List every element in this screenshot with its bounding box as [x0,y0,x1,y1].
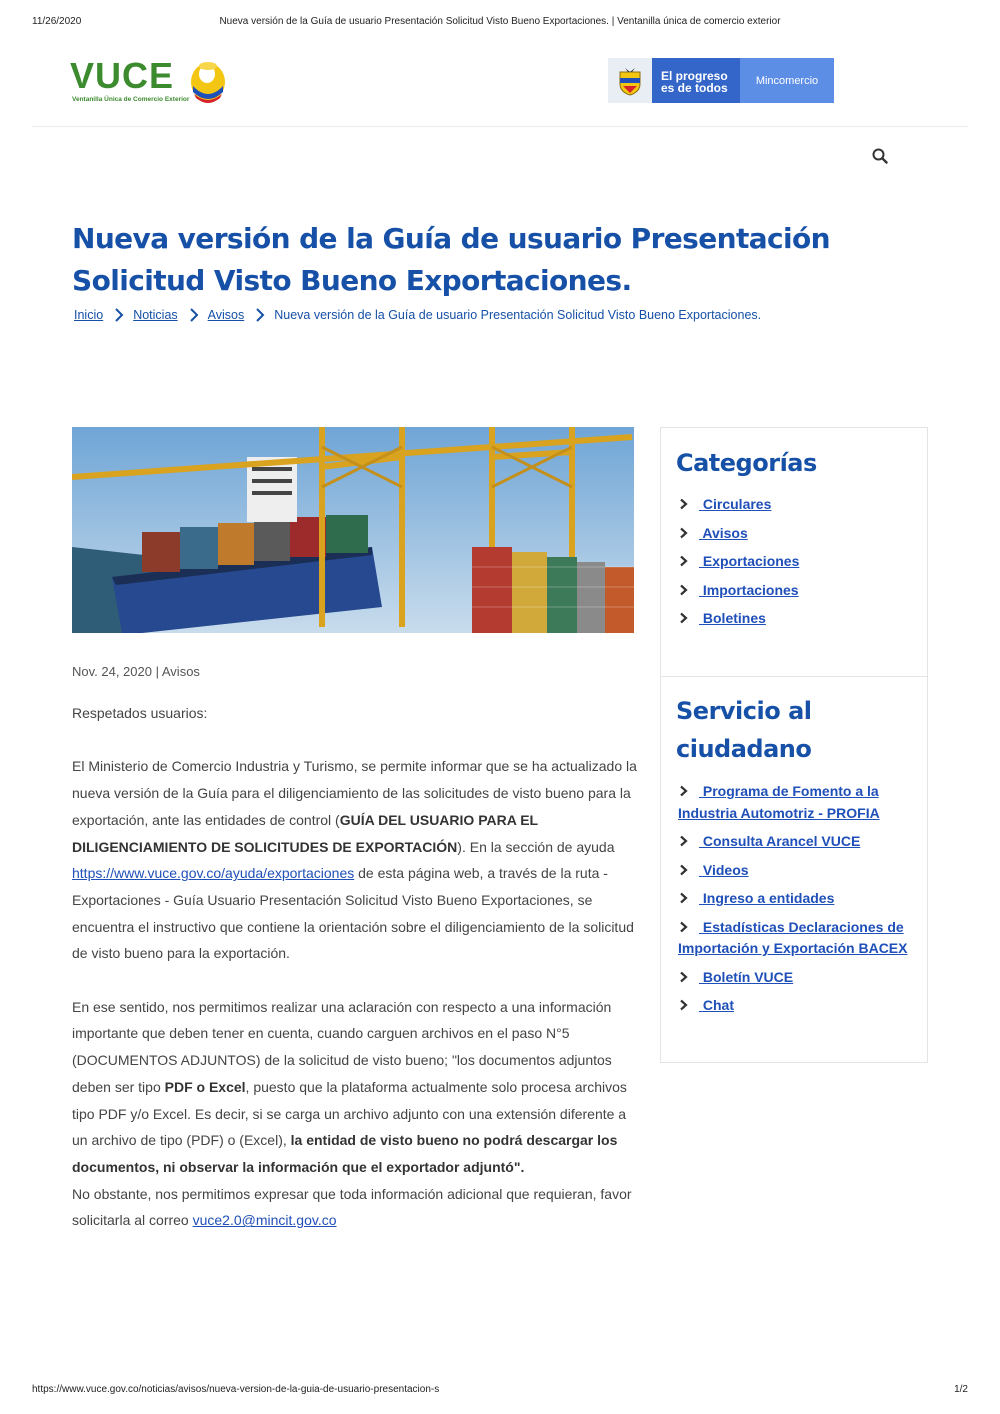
chevron-right-icon [678,999,690,1011]
categories-title: Categorías [676,449,817,477]
sidebar-link[interactable]: Programa de Fomento a la Industria Automotriz - PROFIA [678,783,880,821]
article-paragraph-1: El Ministerio de Comercio Industria y Turismo, se permite informar que se ha actualizado la nueva versión de la Guía para el diligenciamiento de las solicitudes de visto bueno para la exportación, ante las entidades de control (GUÍA DEL USUARIO PARA EL DILIGENCIAMIENTO DE SOLICITUDES DE EXPORTACIÓN). En la sección de ayuda https://www.vuce.gov.co/ayuda/exportaciones de esta página web, a través de la ruta - Exportaciones - Guía Usuario Presentación Solicitud Visto Bueno Exportaciones, se encuentra el instructivo que contiene la orientación sobre el diligenciamiento de la solicitud de visto bueno para la exportación. [72,758,637,962]
sidebar-item[interactable] [678,551,920,573]
chevron-right-icon [678,785,690,797]
sidebar-item[interactable] [678,523,920,545]
print-url: https://www.vuce.gov.co/noticias/avisos/nueva-version-de-la-guia-de-usuario-presentacion-s [32,1384,440,1395]
chevron-right-icon [678,835,690,847]
sidebar-link[interactable]: Consulta Arancel VUCE [699,833,861,849]
breadcrumb-current: Nueva versión de la Guía de usuario Presentación Solicitud Visto Bueno Exportaciones. [274,308,762,322]
hero-image [72,427,634,633]
print-date: 11/26/2020 [32,16,82,27]
logo-subtitle: Ventanilla Única de Comercio Exterior [72,96,190,103]
sidebar-item[interactable] [678,967,920,989]
chevron-right-icon [678,555,690,567]
sidebar-item[interactable] [678,888,920,910]
sidebar-link[interactable]: Ingreso a entidades [699,890,835,906]
print-footer [32,1384,968,1398]
breadcrumb-avisos[interactable]: Avisos [207,308,245,322]
chevron-right-icon [678,498,690,510]
article-paragraph-3: No obstante, nos permitimos expresar que toda información adicional que requieran, favor solicitarla al correo vuce2.0@mincit.gov.co [72,1185,632,1229]
progreso-label: El progreso es de todos [652,58,740,103]
chevron-right-icon [255,308,265,322]
sidebar-link[interactable]: Boletines [699,610,766,626]
sidebar-link[interactable]: Chat [699,997,734,1013]
chevron-right-icon [678,584,690,596]
sidebar-link[interactable]: Importaciones [699,581,799,598]
chevron-right-icon [678,612,690,624]
breadcrumb-noticias[interactable]: Noticias [133,308,178,322]
sidebar-link[interactable]: Boletín VUCE [699,968,794,985]
sidebar-divider [661,676,927,677]
sidebar-item[interactable] [678,917,920,960]
guide-name: GUÍA DEL USUARIO PARA EL DILIGENCIAMIENTO DE SOLICITUDES DE EXPORTACIÓN [72,811,538,855]
sidebar-link[interactable]: Circulares [699,496,772,512]
sidebar-item[interactable] [678,831,920,853]
categories-list [678,494,920,637]
chevron-right-icon [678,971,690,983]
sidebar-link[interactable]: Estadísticas Declaraciones de Importación y Exportación BACEX [678,918,908,956]
sidebar-item[interactable] [678,860,920,882]
service-title: Servicio al ciudadano [676,697,812,763]
chevron-right-icon [678,892,690,904]
breadcrumb-inicio[interactable]: Inicio [74,308,104,322]
chevron-right-icon [678,527,690,539]
service-list [678,781,920,1024]
print-page-number: 1/2 [954,1384,968,1395]
sidebar-item[interactable] [678,608,920,630]
vuce-logo[interactable] [70,56,230,106]
article-meta: Nov. 24, 2020 | Avisos [72,664,200,679]
breadcrumb [74,308,761,322]
chevron-right-icon [678,864,690,876]
file-types: PDF o Excel [164,1078,246,1095]
sidebar-link[interactable]: Exportaciones [699,553,800,569]
mincomercio-label: Mincomercio [740,58,834,103]
chevron-right-icon [114,308,124,322]
sidebar [660,427,928,1063]
article-body [72,700,638,1234]
chevron-right-icon [189,308,199,322]
article-paragraph-2: En ese sentido, nos permitimos realizar una aclaración con respecto a una información importante que deben tener en cuenta, cuando carguen archivos en el paso N°5 (DOCUMENTOS ADJUNTOS) de la solicitud de visto bueno; "los documentos adjuntos deben ser tipo PDF o Excel, puesto que la plataforma actualmente solo procesa archivos tipo PDF y/o Excel. Es decir, si se carga un archivo adjunto con una extensión diferente a un archivo de tipo (PDF) o (Excel), la entidad de visto bueno no podrá descargar los documentos, ni observar la información que el exportador adjuntó". [72,998,627,1175]
colombia-crest-icon [608,58,652,103]
chevron-right-icon [678,921,690,933]
sidebar-item[interactable] [678,995,920,1017]
sidebar-item[interactable] [678,781,920,824]
gov-banner[interactable] [608,58,834,103]
logo-text: VUCE [70,55,175,96]
article-greeting: Respetados usuarios: [72,705,208,721]
header-divider [32,126,968,127]
print-title: Nueva versión de la Guía de usuario Presentación Solicitud Visto Bueno Exportaciones. | Ventanilla única de comercio exterior [219,16,781,27]
contact-email-link[interactable]: vuce2.0@mincit.gov.co [192,1212,337,1229]
sidebar-link[interactable]: Videos [699,861,749,878]
page-title: Nueva versión de la Guía de usuario Presentación Solicitud Visto Bueno Exportaciones. [72,222,831,297]
warning-text: la entidad de visto bueno no podrá descargar los documentos, ni observar la información que el exportador adjuntó". [72,1132,618,1175]
help-exportaciones-link[interactable]: https://www.vuce.gov.co/ayuda/exportaciones [72,865,355,882]
search-icon[interactable] [872,148,888,164]
sidebar-item[interactable] [678,494,920,516]
sidebar-link[interactable]: Avisos [699,524,748,541]
logo-emblem-icon [188,56,228,104]
print-header [32,16,968,30]
sidebar-item[interactable] [678,580,920,602]
